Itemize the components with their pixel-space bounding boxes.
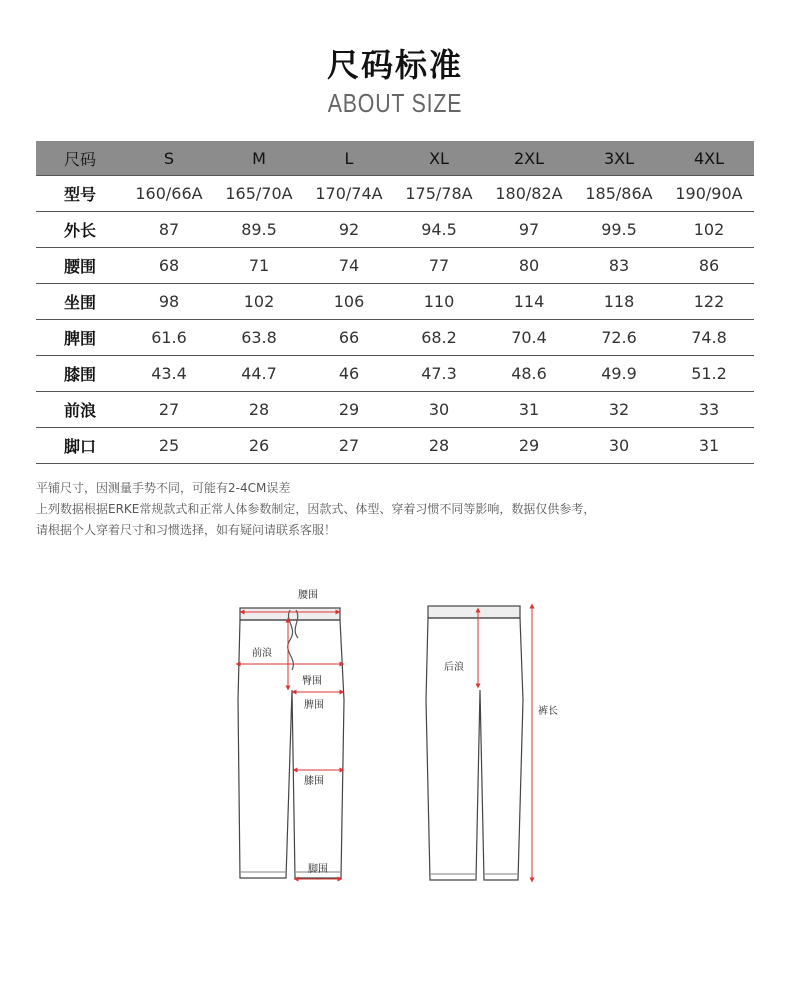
table-cell: 44.7 [214, 356, 304, 392]
table-cell: 99.5 [574, 212, 664, 248]
table-cell: 102 [664, 212, 754, 248]
label-back-rise: 后浪 [444, 662, 464, 673]
row-label: 腰围 [36, 248, 124, 284]
table-cell: 28 [394, 428, 484, 464]
table-cell: 102 [214, 284, 304, 320]
table-cell: 160/66A [124, 176, 214, 212]
table-row [36, 212, 754, 248]
table-cell: 33 [664, 392, 754, 428]
table-row [36, 428, 754, 464]
table-cell: 165/70A [214, 176, 304, 212]
table-cell: 92 [304, 212, 394, 248]
table-cell: 80 [484, 248, 574, 284]
table-cell: 28 [214, 392, 304, 428]
front-waistband [240, 608, 340, 620]
table-cell: 31 [484, 392, 574, 428]
table-cell: 49.9 [574, 356, 664, 392]
table-cell: 170/74A [304, 176, 394, 212]
table-cell: 114 [484, 284, 574, 320]
size-table-body [36, 176, 754, 464]
table-cell: 26 [214, 428, 304, 464]
size-col-header: 2XL [484, 141, 574, 176]
table-row [36, 176, 754, 212]
back-measure-lines [478, 606, 532, 880]
table-row [36, 320, 754, 356]
table-cell: 110 [394, 284, 484, 320]
row-label: 膝围 [36, 356, 124, 392]
row-label: 脾围 [36, 320, 124, 356]
note-line: 请根据个人穿着尺寸和习惯选择，如有疑问请联系客服！ [36, 523, 337, 537]
size-col-header: 3XL [574, 141, 664, 176]
table-cell: 74.8 [664, 320, 754, 356]
table-row [36, 248, 754, 284]
pants-measurement-diagram [220, 580, 560, 900]
size-col-header: S [124, 141, 214, 176]
table-cell: 27 [124, 392, 214, 428]
table-row [36, 356, 754, 392]
table-cell: 25 [124, 428, 214, 464]
label-hem: 脚围 [308, 864, 328, 875]
size-col-header: L [304, 141, 394, 176]
table-cell: 98 [124, 284, 214, 320]
table-cell: 31 [664, 428, 754, 464]
note-line: 平铺尺寸，因测量手势不同，可能有2-4CM误差 [36, 481, 291, 495]
table-cell: 175/78A [394, 176, 484, 212]
row-label: 坐围 [36, 284, 124, 320]
size-col-header: 4XL [664, 141, 754, 176]
size-col-header: M [214, 141, 304, 176]
table-cell: 89.5 [214, 212, 304, 248]
table-cell: 29 [304, 392, 394, 428]
table-row [36, 392, 754, 428]
table-cell: 87 [124, 212, 214, 248]
table-cell: 86 [664, 248, 754, 284]
row-label: 型号 [36, 176, 124, 212]
table-cell: 48.6 [484, 356, 574, 392]
table-cell: 66 [304, 320, 394, 356]
page-title: 尺码标准 [326, 46, 463, 84]
table-cell: 106 [304, 284, 394, 320]
back-waistband [428, 606, 520, 618]
table-cell: 83 [574, 248, 664, 284]
table-cell: 51.2 [664, 356, 754, 392]
table-cell: 74 [304, 248, 394, 284]
label-thigh: 脾围 [304, 700, 324, 711]
table-cell: 72.6 [574, 320, 664, 356]
size-col-header: XL [394, 141, 484, 176]
back-pants-outline [426, 618, 523, 880]
table-cell: 70.4 [484, 320, 574, 356]
label-hip: 臀围 [302, 676, 322, 687]
table-cell: 29 [484, 428, 574, 464]
table-cell: 43.4 [124, 356, 214, 392]
size-header-row [36, 141, 754, 176]
table-cell: 68.2 [394, 320, 484, 356]
row-label: 前浪 [36, 392, 124, 428]
table-cell: 118 [574, 284, 664, 320]
label-length: 裤长 [538, 706, 558, 717]
label-knee: 膝围 [304, 776, 324, 787]
page-subtitle: ABOUT SIZE [327, 88, 463, 118]
table-cell: 97 [484, 212, 574, 248]
table-cell: 94.5 [394, 212, 484, 248]
table-cell: 77 [394, 248, 484, 284]
header-label: 尺码 [36, 141, 124, 176]
table-cell: 30 [574, 428, 664, 464]
table-cell: 190/90A [664, 176, 754, 212]
table-cell: 71 [214, 248, 304, 284]
table-cell: 30 [394, 392, 484, 428]
label-front-rise: 前浪 [252, 648, 272, 659]
row-label: 外长 [36, 212, 124, 248]
table-cell: 27 [304, 428, 394, 464]
table-cell: 185/86A [574, 176, 664, 212]
note-line: 上列数据根据ERKE常规款式和正常人体参数制定，因款式、体型、穿着习惯不同等影响，数据仅供参考， [36, 502, 596, 516]
table-cell: 122 [664, 284, 754, 320]
back-pants-drawing [426, 606, 523, 880]
row-label: 脚口 [36, 428, 124, 464]
table-row [36, 284, 754, 320]
label-waist: 腰围 [298, 590, 318, 601]
table-cell: 47.3 [394, 356, 484, 392]
table-cell: 61.6 [124, 320, 214, 356]
size-table [36, 141, 754, 464]
table-cell: 32 [574, 392, 664, 428]
table-cell: 46 [304, 356, 394, 392]
table-cell: 180/82A [484, 176, 574, 212]
table-cell: 68 [124, 248, 214, 284]
table-cell: 63.8 [214, 320, 304, 356]
size-notes [36, 478, 595, 541]
